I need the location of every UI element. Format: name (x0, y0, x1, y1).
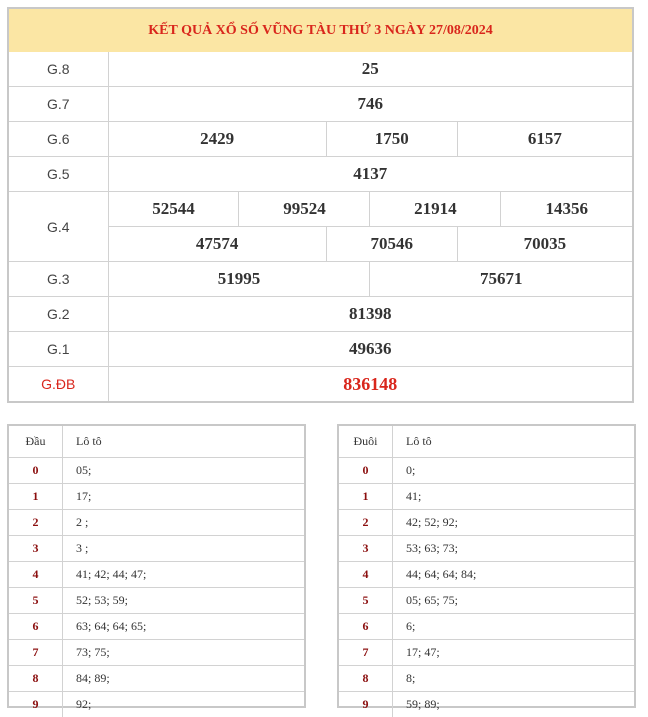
prize-row-g2 (9, 297, 632, 332)
loto-numbers: 41; (393, 484, 635, 510)
loto-numbers: 17; 47; (393, 640, 635, 666)
dau-digit: 5 (9, 588, 63, 614)
prize-number: 25 (108, 52, 632, 87)
duoi-digit: 7 (339, 640, 393, 666)
loto-row (9, 614, 304, 640)
loto-numbers: 44; 64; 64; 84; (393, 562, 635, 588)
prize-label: G.1 (9, 332, 108, 367)
dau-digit: 3 (9, 536, 63, 562)
loto-row (339, 666, 634, 692)
loto-header: Lô tô (63, 426, 305, 458)
loto-row (339, 458, 634, 484)
loto-numbers: 73; 75; (63, 640, 305, 666)
loto-numbers: 42; 52; 92; (393, 510, 635, 536)
loto-numbers: 52; 53; 59; (63, 588, 305, 614)
loto-row (339, 640, 634, 666)
prize-label: G.5 (9, 157, 108, 192)
duoi-digit: 6 (339, 614, 393, 640)
prize-row-g6 (9, 122, 632, 157)
prize-label: G.3 (9, 262, 108, 297)
dau-header: Đầu (9, 426, 63, 458)
loto-numbers: 8; (393, 666, 635, 692)
duoi-digit: 5 (339, 588, 393, 614)
prize-row-db (9, 367, 632, 402)
prize-number: 746 (108, 87, 632, 122)
loto-row (9, 562, 304, 588)
loto-numbers: 84; 89; (63, 666, 305, 692)
prize-number: 4137 (108, 157, 632, 192)
loto-numbers: 92; (63, 692, 305, 717)
duoi-digit: 1 (339, 484, 393, 510)
duoi-header: Đuôi (339, 426, 393, 458)
dau-digit: 9 (9, 692, 63, 717)
prize-number: 47574 (108, 227, 326, 262)
prize-number: 49636 (108, 332, 632, 367)
prize-number: 81398 (108, 297, 632, 332)
loto-numbers: 6; (393, 614, 635, 640)
duoi-digit: 0 (339, 458, 393, 484)
dau-digit: 2 (9, 510, 63, 536)
loto-row (9, 692, 304, 717)
results-table (7, 7, 634, 403)
loto-row (9, 458, 304, 484)
duoi-digit: 2 (339, 510, 393, 536)
prize-number: 70546 (326, 227, 457, 262)
prize-label: G.7 (9, 87, 108, 122)
loto-numbers: 2 ; (63, 510, 305, 536)
loto-row (9, 536, 304, 562)
prize-row-g7 (9, 87, 632, 122)
loto-row (9, 484, 304, 510)
prize-number: 52544 (108, 192, 239, 227)
results-title: KẾT QUẢ XỔ SỐ VŨNG TÀU THỨ 3 NGÀY 27/08/2024 (9, 9, 632, 52)
dau-digit: 7 (9, 640, 63, 666)
dau-digit: 4 (9, 562, 63, 588)
duoi-digit: 4 (339, 562, 393, 588)
loto-header-row (9, 426, 304, 458)
prize-label: G.2 (9, 297, 108, 332)
prize-number: 1750 (326, 122, 457, 157)
dau-loto-table (7, 424, 306, 708)
loto-row (339, 562, 634, 588)
dau-digit: 6 (9, 614, 63, 640)
loto-row (9, 588, 304, 614)
prize-number: 21914 (370, 192, 501, 227)
loto-numbers: 05; 65; 75; (393, 588, 635, 614)
prize-number: 6157 (457, 122, 632, 157)
loto-row (339, 614, 634, 640)
prize-row-g3 (9, 262, 632, 297)
prize-number: 14356 (501, 192, 632, 227)
loto-numbers: 53; 63; 73; (393, 536, 635, 562)
prize-grid (9, 52, 632, 401)
prize-number: 2429 (108, 122, 326, 157)
prize-label: G.6 (9, 122, 108, 157)
prize-row-g5 (9, 157, 632, 192)
prize-row-g4 (9, 192, 632, 227)
special-prize-number: 836148 (108, 367, 632, 402)
duoi-loto-table (337, 424, 636, 708)
loto-header: Lô tô (393, 426, 635, 458)
prize-number: 99524 (239, 192, 370, 227)
duoi-digit: 8 (339, 666, 393, 692)
duoi-digit: 9 (339, 692, 393, 717)
loto-numbers: 59; 89; (393, 692, 635, 717)
prize-label: G.4 (9, 192, 108, 262)
loto-row (9, 640, 304, 666)
loto-row (339, 484, 634, 510)
loto-numbers: 63; 64; 64; 65; (63, 614, 305, 640)
prize-label: G.8 (9, 52, 108, 87)
loto-row (9, 510, 304, 536)
dau-digit: 8 (9, 666, 63, 692)
loto-row (339, 692, 634, 717)
loto-row (339, 536, 634, 562)
prize-number: 70035 (457, 227, 632, 262)
loto-numbers: 0; (393, 458, 635, 484)
loto-numbers: 3 ; (63, 536, 305, 562)
loto-row (9, 666, 304, 692)
prize-label: G.ĐB (9, 367, 108, 402)
loto-header-row (339, 426, 634, 458)
prize-number: 75671 (370, 262, 632, 297)
loto-row (339, 588, 634, 614)
prize-number: 51995 (108, 262, 370, 297)
loto-numbers: 05; (63, 458, 305, 484)
loto-numbers: 17; (63, 484, 305, 510)
dau-digit: 1 (9, 484, 63, 510)
duoi-digit: 3 (339, 536, 393, 562)
prize-row-g8 (9, 52, 632, 87)
loto-numbers: 41; 42; 44; 47; (63, 562, 305, 588)
loto-row (339, 510, 634, 536)
dau-digit: 0 (9, 458, 63, 484)
prize-row-g1 (9, 332, 632, 367)
